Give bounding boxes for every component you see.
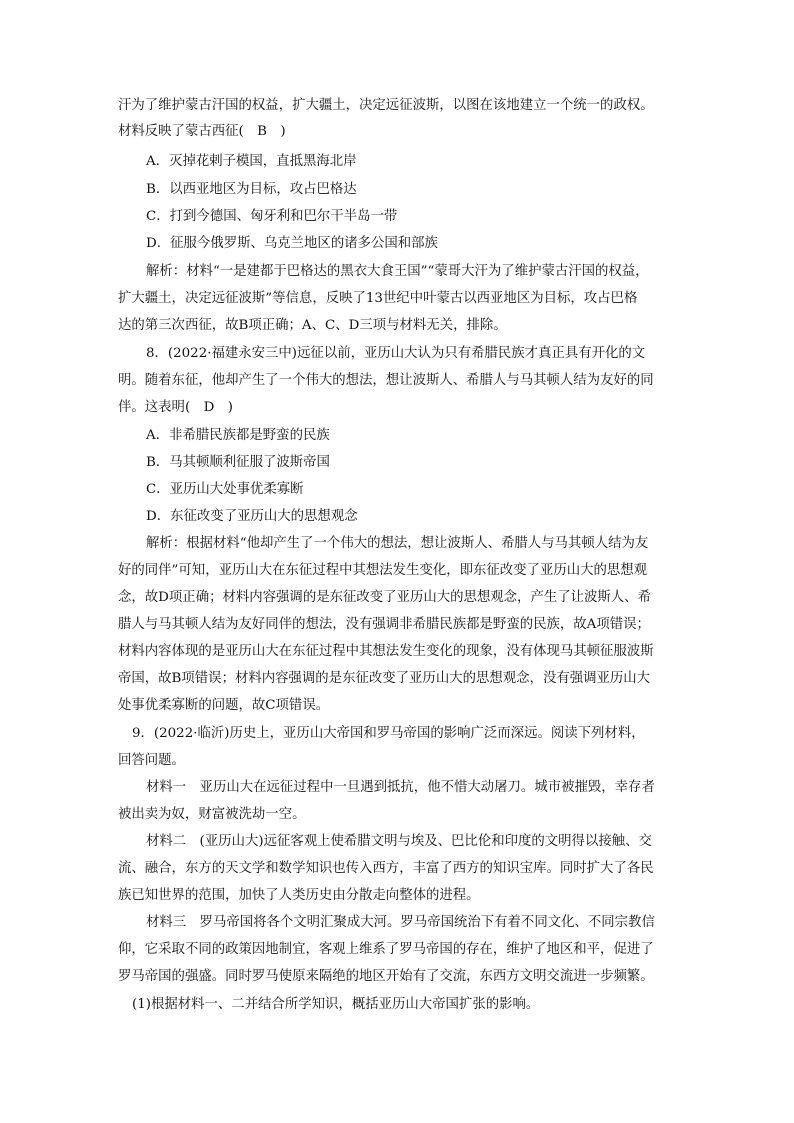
material-3-line: 材料三 罗马帝国将各个文明汇聚成大河。罗马帝国统治下有着不同文化、不同宗教信 bbox=[146, 915, 655, 930]
question-9-stem: 回答问题。 bbox=[118, 753, 185, 768]
analysis-line: 材料内容体现的是亚历山大在东征过程中其想法发生变化的现象，没有体现马其顿征服波斯 bbox=[118, 644, 654, 659]
analysis-line: 解析：材料“一是建都于巴格达的黑衣大食王国”“蒙哥大汗为了维护蒙古汗国的权益， bbox=[146, 264, 649, 279]
option-a: A．非希腊民族都是野蛮的民族 bbox=[146, 428, 330, 443]
material-3-line: 仰，它采取不同的政策因地制宜，客观上维系了罗马帝国的存在，维护了地区和平，促进了 bbox=[118, 942, 654, 957]
subquestion-1: (1)根据材料一、二并结合所学知识，概括亚历山大帝国扩张的影响。 bbox=[132, 997, 540, 1012]
material-1-line: 材料一 亚历山大在远征过程中一旦遇到抵抗，他不惜大动屠刀。城市被摧毁，幸存者 bbox=[146, 780, 655, 795]
question-8-stem: 明。随着东征，他却产生了一个伟大的想法，想让波斯人、希腊人与马其顿人结为友好的同 bbox=[118, 373, 654, 388]
analysis-line: 念，故D项正确；材料内容强调的是东征改变了亚历山大的思想观念，产生了让波斯人、希 bbox=[118, 590, 651, 605]
option-c: C．亚历山大处事优柔寡断 bbox=[146, 482, 304, 497]
analysis-line: 处事优柔寡断的问题，故C项错误。 bbox=[118, 698, 330, 713]
analysis-line: 腊人与马其顿人结为友好同伴的想法，没有强调非希腊民族都是野蛮的民族，故A项错误； bbox=[118, 617, 650, 632]
option-a: A．灭掉花剌子模国，直抵黑海北岸 bbox=[146, 154, 357, 169]
analysis-line: 扩大疆土，决定远征波斯”等信息，反映了13世纪中叶蒙古以西亚地区为目标，攻占巴格 bbox=[118, 291, 638, 306]
option-b: B．以西亚地区为目标，攻占巴格达 bbox=[146, 182, 357, 197]
question-conclusion-line: 材料反映了蒙古西征( B ) bbox=[118, 124, 286, 139]
text-line: 汗为了维护蒙古汗国的权益，扩大疆土，决定远征波斯，以图在该地建立一个统一的政权。 bbox=[118, 98, 654, 113]
option-d: D．东征改变了亚历山大的思想观念 bbox=[146, 509, 358, 524]
analysis-line: 解析：根据材料“他却产生了一个伟大的想法，想让波斯人、希腊人与马其顿人结为友 bbox=[146, 536, 649, 551]
analysis-line: 好的同伴”可知，亚历山大在东征过程中其想法发生变化，即东征改变了亚历山大的思想观 bbox=[118, 563, 648, 578]
question-8-stem: 8．(2022·福建永安三中)远征以前，亚历山大认为只有希腊民族才真正具有开化的文 bbox=[146, 346, 646, 361]
material-1-line: 被出卖为奴，财富被洗劫一空。 bbox=[118, 807, 306, 822]
question-9-stem: 9．(2022·临沂)历史上，亚历山大帝国和罗马帝国的影响广泛而深远。阅读下列材料， bbox=[132, 726, 645, 741]
question-8-stem: 伴。这表明( D ) bbox=[118, 400, 233, 415]
option-d: D．征服今俄罗斯、乌克兰地区的诸多公国和部族 bbox=[146, 236, 438, 251]
material-2-line: 族已知世界的范围，加快了人类历史由分散走向整体的进程。 bbox=[118, 888, 480, 903]
analysis-line: 帝国，故B项错误；材料内容强调的是东征改变了亚历山大的思想观念，没有强调亚历山大 bbox=[118, 671, 651, 686]
material-3-line: 罗马帝国的强盛。同时罗马使原来隔绝的地区开始有了交流，东西方文明交流进一步频繁。 bbox=[118, 969, 654, 984]
material-2-line: 材料二 (亚历山大)远征客观上使希腊文明与埃及、巴比伦和印度的文明得以接触、交 bbox=[146, 834, 652, 849]
material-2-line: 流、融合，东方的天文学和数学知识也传入西方，丰富了西方的知识宝库。同时扩大了各民 bbox=[118, 861, 654, 876]
analysis-line: 达的第三次西征，故B项正确；A、C、D三项与材料无关，排除。 bbox=[118, 318, 507, 333]
option-b: B．马其顿顺利征服了波斯帝国 bbox=[146, 455, 330, 470]
option-c: C．打到今德国、匈牙利和巴尔干半岛一带 bbox=[146, 209, 398, 224]
